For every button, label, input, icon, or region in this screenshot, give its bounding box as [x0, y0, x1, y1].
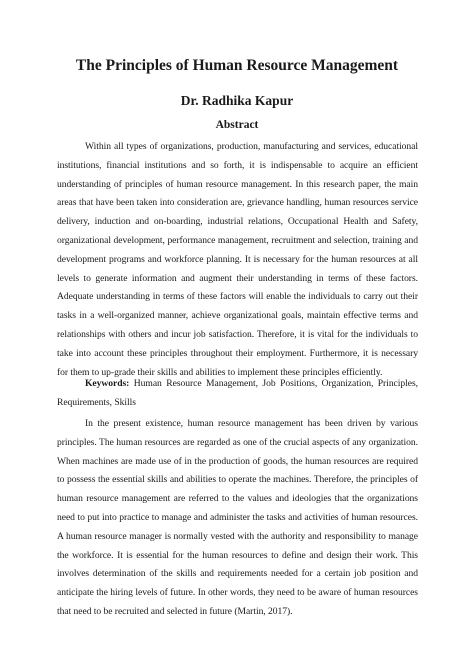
abstract-heading: Abstract	[215, 119, 259, 131]
author-name: Dr. Radhika Kapur	[180, 93, 294, 108]
paper-title: The Principles of Human Resource Management	[75, 57, 399, 74]
keywords-paragraph	[57, 375, 418, 413]
abstract-paragraph: Within all types of organizations, production, manufacturing and services, educational institutions, financial institutions and so forth, it is indispensable to acquire an efficient understanding of principles of human resource management. In this research paper, the main areas that have been taken into consideration are, grievance handling, human resources service delivery, induction and on-boarding, industrial relations, Occupational Health and Safety, organizational development, performance management, recruitment and selection, training and development programs and workforce planning. It is necessary for the human resources at all levels to generate information and augment their understanding in terms of these factors. Adequate understanding in terms of these factors will enable the individuals to carry out their tasks in a well-organized manner, achieve organizational goals, maintain effective terms and relationships with others and incur job satisfaction. Therefore, it is vital for the individuals to take into account these principles throughout their employment. Furthermore, it is necessary for them to up-grade their skills and abilities to implement these principles efficiently.	[57, 141, 418, 378]
keywords-label: Keywords:	[85, 378, 130, 389]
keywords-list: Human Resource Management, Job Positions, Organization, Principles, Requirements, Skills	[57, 378, 418, 408]
introduction-paragraph: In the present existence, human resource management has been driven by various principles. The human resources are regarded as one of the crucial aspects of any organization. When machines are made use of in the production of goods, the human resources are required to possess the essential skills and abilities to operate the machines. Therefore, the principles of human resource management are referred to the values and ideologies that the organizations need to put into practice to manage and administer the tasks and activities of human resources. A human resource manager is normally vested with the authority and responsibility to manage the workforce. It is essential for the human resources to define and design their work. This involves determination of the skills and requirements needed for a certain job position and anticipate the hiring levels of future. In other words, they need to be aware of human resources that need to be recruited and selected in future (Martin, 2017).	[57, 418, 418, 617]
